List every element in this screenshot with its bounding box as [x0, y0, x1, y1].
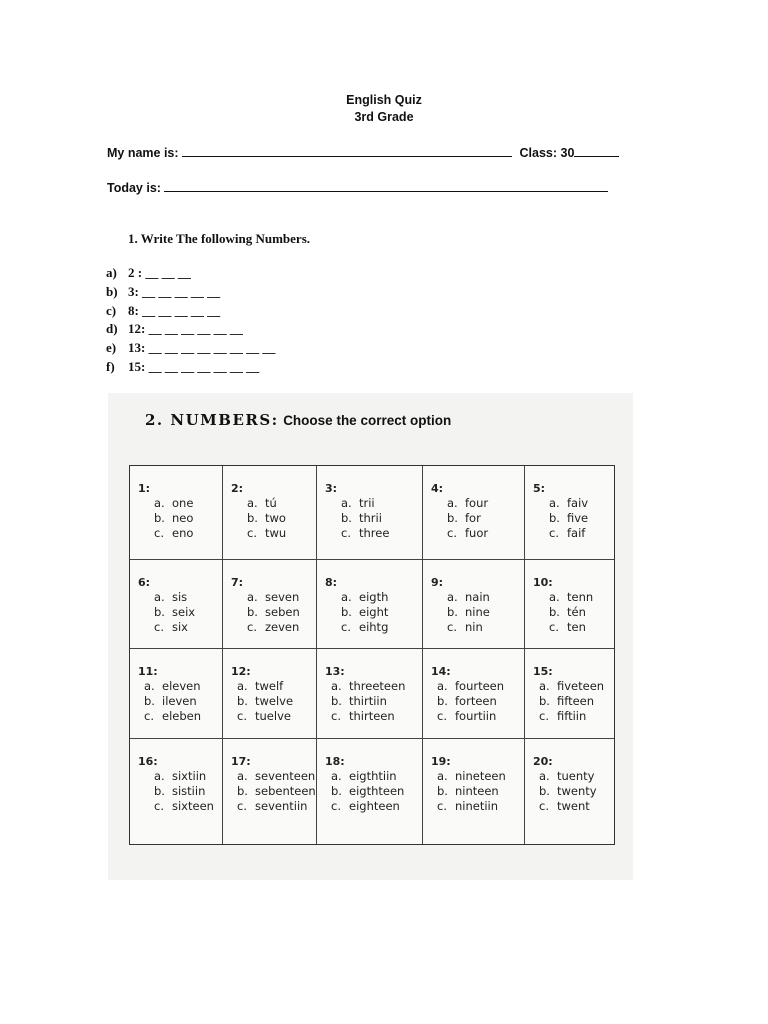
option-text: fourtiin [455, 709, 497, 723]
option-item[interactable] [237, 694, 293, 709]
option-item[interactable] [237, 709, 293, 724]
option-list [549, 496, 588, 541]
option-item[interactable] [437, 709, 504, 724]
option-item[interactable] [539, 769, 597, 784]
section2-heading [145, 411, 451, 430]
option-item[interactable] [237, 679, 293, 694]
option-letter: a. [331, 769, 342, 783]
question-cell [525, 739, 614, 844]
question-number: 13: [325, 665, 345, 678]
question-number: 9: [431, 576, 444, 589]
option-letter: b. [247, 511, 258, 525]
question-number: 1: [138, 482, 151, 495]
option-letter: b. [437, 784, 448, 798]
option-item[interactable] [331, 769, 404, 784]
option-item[interactable] [447, 496, 488, 511]
question-cell [130, 739, 223, 844]
option-item[interactable] [144, 679, 201, 694]
question-number: 19: [431, 755, 451, 768]
class-input-line[interactable] [574, 145, 619, 157]
option-text: two [265, 511, 286, 525]
option-item[interactable] [154, 769, 214, 784]
option-item[interactable] [437, 799, 506, 814]
question-cell [317, 466, 423, 560]
option-item[interactable] [331, 694, 405, 709]
answer-item-letter: b) [106, 283, 118, 299]
option-list [154, 496, 193, 541]
option-item[interactable] [154, 590, 195, 605]
section2-heading-instruction: Choose the correct option [283, 413, 452, 428]
option-letter: c. [549, 526, 559, 540]
answer-item-text: 12: __ __ __ __ __ __ [128, 321, 243, 337]
option-text: thirtiin [349, 694, 387, 708]
question-number: 6: [138, 576, 151, 589]
option-letter: b. [539, 784, 550, 798]
option-text: eihtg [359, 620, 389, 634]
question-number: 5: [533, 482, 546, 495]
option-text: seven [265, 590, 300, 604]
option-letter: b. [237, 694, 248, 708]
option-list [154, 590, 195, 635]
option-letter: c. [331, 709, 341, 723]
answer-item[interactable] [106, 358, 275, 377]
question-number: 10: [533, 576, 553, 589]
option-text: eight [359, 605, 389, 619]
option-letter: b. [447, 605, 458, 619]
option-item[interactable] [447, 511, 488, 526]
option-letter: a. [447, 496, 458, 510]
option-text: nain [465, 590, 490, 604]
option-item[interactable] [154, 620, 195, 635]
option-letter: a. [549, 590, 560, 604]
option-list [144, 679, 201, 724]
option-text: faiv [567, 496, 589, 510]
option-item[interactable] [447, 605, 490, 620]
option-item[interactable] [447, 590, 490, 605]
option-text: twu [265, 526, 287, 540]
option-letter: a. [447, 590, 458, 604]
option-item[interactable] [549, 526, 588, 541]
question-number: 7: [231, 576, 244, 589]
option-item[interactable] [341, 496, 389, 511]
question-number: 2: [231, 482, 244, 495]
option-text: six [172, 620, 188, 634]
option-letter: c. [154, 526, 164, 540]
option-letter: a. [341, 496, 352, 510]
option-item[interactable] [549, 605, 593, 620]
option-letter: c. [247, 620, 257, 634]
option-item[interactable] [247, 590, 300, 605]
option-letter: c. [341, 620, 351, 634]
question-cell [423, 560, 525, 649]
option-list [247, 590, 300, 635]
answer-item[interactable] [106, 283, 275, 302]
question-number: 11: [138, 665, 158, 678]
option-item[interactable] [154, 526, 193, 541]
option-text: tenn [567, 590, 594, 604]
option-text: twent [557, 799, 590, 813]
option-text: thirteen [349, 709, 395, 723]
option-text: faif [567, 526, 586, 540]
option-list [331, 769, 404, 814]
option-text: seventeen [255, 769, 316, 783]
option-list [341, 590, 388, 635]
option-text: eleben [162, 709, 202, 723]
option-item[interactable] [247, 511, 286, 526]
option-list [341, 496, 389, 541]
answer-item-text: 3: __ __ __ __ __ [128, 283, 221, 299]
option-letter: b. [341, 511, 352, 525]
option-text: eigthteen [349, 784, 405, 798]
option-text: ninetiin [455, 799, 499, 813]
option-text: eleven [162, 679, 201, 693]
option-letter: c. [549, 620, 559, 634]
option-text: neo [172, 511, 194, 525]
option-item[interactable] [154, 511, 193, 526]
option-text: fiftiin [557, 709, 587, 723]
date-input-line[interactable] [164, 180, 608, 192]
option-text: thrii [359, 511, 382, 525]
option-letter: b. [549, 511, 560, 525]
answer-item-letter: d) [106, 321, 118, 337]
question-number: 12: [231, 665, 251, 678]
question-number: 18: [325, 755, 345, 768]
question-cell [525, 649, 614, 739]
option-item[interactable] [237, 784, 316, 799]
answer-item-text: 13: __ __ __ __ __ __ __ __ [128, 340, 276, 356]
option-letter: c. [437, 709, 447, 723]
option-item[interactable] [247, 496, 286, 511]
grade-label: 3rd Grade [354, 110, 414, 124]
question-cell [223, 739, 317, 844]
option-letter: c. [237, 799, 247, 813]
option-item[interactable] [437, 679, 504, 694]
option-letter: c. [247, 526, 257, 540]
answer-item-letter: a) [106, 265, 117, 280]
option-item[interactable] [341, 620, 388, 635]
option-text: threeteen [349, 679, 406, 693]
option-letter: c. [331, 799, 341, 813]
question-number: 4: [431, 482, 444, 495]
option-item[interactable] [539, 694, 604, 709]
option-text: seventiin [255, 799, 308, 813]
option-text: twelve [255, 694, 294, 708]
option-letter: b. [549, 605, 560, 619]
option-text: tú [265, 496, 277, 510]
question-cell [130, 466, 223, 560]
question-number: 17: [231, 755, 251, 768]
option-text: sixtiin [172, 769, 207, 783]
option-letter: b. [247, 605, 258, 619]
option-letter: c. [539, 709, 549, 723]
option-list [539, 769, 597, 814]
option-text: trii [359, 496, 375, 510]
question-number: 15: [533, 665, 553, 678]
option-letter: a. [237, 679, 248, 693]
option-item[interactable] [341, 590, 388, 605]
option-text: twelf [255, 679, 284, 693]
question-number: 14: [431, 665, 451, 678]
option-item[interactable] [331, 784, 404, 799]
question-cell [525, 560, 614, 649]
option-letter: a. [247, 590, 258, 604]
option-item[interactable] [437, 769, 506, 784]
option-item[interactable] [539, 679, 604, 694]
name-input-line[interactable] [182, 145, 512, 157]
option-item[interactable] [154, 784, 214, 799]
option-list [247, 496, 286, 541]
answer-item-text: 2 : __ __ __ [128, 265, 191, 280]
option-letter: b. [539, 694, 550, 708]
option-letter: b. [154, 511, 165, 525]
option-text: ninteen [455, 784, 499, 798]
answer-item[interactable] [106, 302, 275, 321]
option-item[interactable] [539, 784, 597, 799]
option-item[interactable] [549, 620, 593, 635]
option-text: fourteen [455, 679, 505, 693]
option-text: nine [465, 605, 490, 619]
section2-heading-title: 2. NUMBERS: [145, 411, 279, 429]
options-grid [129, 465, 615, 845]
option-letter: c. [447, 526, 457, 540]
option-letter: b. [331, 694, 342, 708]
option-text: ten [567, 620, 586, 634]
option-text: twenty [557, 784, 597, 798]
quiz-title: English Quiz [346, 93, 422, 107]
option-text: eigth [359, 590, 389, 604]
option-letter: a. [437, 679, 448, 693]
option-item[interactable] [331, 799, 404, 814]
option-letter: a. [539, 769, 550, 783]
option-text: eighteen [349, 799, 400, 813]
option-letter: a. [247, 496, 258, 510]
question-cell [423, 739, 525, 844]
question-cell [317, 649, 423, 739]
question-cell [223, 649, 317, 739]
option-text: four [465, 496, 489, 510]
option-item[interactable] [247, 620, 300, 635]
name-row [107, 145, 619, 160]
question-cell [423, 649, 525, 739]
option-text: tén [567, 605, 586, 619]
option-text: sistiin [172, 784, 206, 798]
question-cell [423, 466, 525, 560]
option-item[interactable] [447, 620, 490, 635]
option-list [539, 679, 604, 724]
option-text: tuelve [255, 709, 291, 723]
question-number: 3: [325, 482, 338, 495]
option-list [237, 679, 293, 724]
option-item[interactable] [154, 496, 193, 511]
option-item[interactable] [539, 709, 604, 724]
option-text: fifteen [557, 694, 595, 708]
option-item[interactable] [247, 605, 300, 620]
answer-item-letter: e) [106, 340, 117, 356]
option-list [437, 769, 506, 814]
question-number: 20: [533, 755, 553, 768]
section1-title: 1. Write The following Numbers. [128, 231, 311, 246]
option-letter: b. [144, 694, 155, 708]
question-cell [130, 560, 223, 649]
option-item[interactable] [144, 709, 201, 724]
option-text: ileven [162, 694, 197, 708]
option-letter: b. [331, 784, 342, 798]
question-cell [317, 560, 423, 649]
option-letter: a. [144, 679, 155, 693]
option-letter: a. [549, 496, 560, 510]
option-item[interactable] [549, 496, 588, 511]
option-list [331, 679, 405, 724]
option-letter: c. [539, 799, 549, 813]
option-item[interactable] [341, 605, 388, 620]
option-item[interactable] [237, 799, 316, 814]
question-cell [223, 560, 317, 649]
option-letter: a. [154, 590, 165, 604]
question-number: 8: [325, 576, 338, 589]
date-row [107, 180, 608, 195]
option-item[interactable] [331, 709, 405, 724]
option-letter: b. [341, 605, 352, 619]
option-text: one [172, 496, 194, 510]
option-letter: c. [144, 709, 154, 723]
option-list [447, 496, 488, 541]
option-text: sebenteen [255, 784, 316, 798]
option-item[interactable] [247, 526, 286, 541]
answer-item[interactable] [106, 264, 275, 283]
option-letter: b. [447, 511, 458, 525]
option-text: tuenty [557, 769, 595, 783]
option-item[interactable] [154, 605, 195, 620]
option-list [549, 590, 593, 635]
option-item[interactable] [237, 769, 316, 784]
option-letter: b. [154, 784, 165, 798]
option-letter: a. [331, 679, 342, 693]
answer-item-letter: f) [106, 358, 115, 374]
option-letter: a. [341, 590, 352, 604]
option-item[interactable] [447, 526, 488, 541]
name-label: My name is: [107, 146, 179, 160]
option-item[interactable] [144, 694, 201, 709]
class-label: Class: 30 [519, 146, 575, 160]
option-text: for [465, 511, 481, 525]
option-text: nin [465, 620, 483, 634]
question-number: 16: [138, 755, 158, 768]
option-text: sixteen [172, 799, 214, 813]
option-letter: b. [237, 784, 248, 798]
question-cell [223, 466, 317, 560]
option-item[interactable] [549, 590, 593, 605]
option-item[interactable] [331, 679, 405, 694]
option-list [447, 590, 490, 635]
option-letter: c. [341, 526, 351, 540]
option-text: three [359, 526, 390, 540]
option-letter: c. [447, 620, 457, 634]
question-cell [130, 649, 223, 739]
option-letter: c. [237, 709, 247, 723]
option-item[interactable] [539, 799, 597, 814]
option-text: seix [172, 605, 196, 619]
option-text: eno [172, 526, 194, 540]
answer-item-text: 8: __ __ __ __ __ [128, 302, 221, 318]
answer-item[interactable] [106, 320, 275, 339]
option-text: five [567, 511, 589, 525]
question-cell [525, 466, 614, 560]
option-letter: c. [154, 620, 164, 634]
option-letter: b. [154, 605, 165, 619]
option-item[interactable] [341, 511, 389, 526]
option-letter: a. [154, 496, 165, 510]
option-text: forteen [455, 694, 497, 708]
option-letter: a. [154, 769, 165, 783]
section1-answer-list [106, 264, 275, 377]
question-cell [317, 739, 423, 844]
option-text: fuor [465, 526, 489, 540]
option-text: zeven [265, 620, 300, 634]
option-text: sis [172, 590, 188, 604]
date-label: Today is: [107, 181, 161, 195]
option-letter: a. [237, 769, 248, 783]
option-letter: a. [539, 679, 550, 693]
option-item[interactable] [549, 511, 588, 526]
option-item[interactable] [437, 694, 504, 709]
answer-item-text: 15: __ __ __ __ __ __ __ [128, 358, 260, 374]
option-item[interactable] [154, 799, 214, 814]
option-letter: a. [437, 769, 448, 783]
option-item[interactable] [437, 784, 506, 799]
option-text: seben [265, 605, 300, 619]
answer-item-letter: c) [106, 302, 117, 318]
option-letter: c. [437, 799, 447, 813]
option-letter: b. [437, 694, 448, 708]
option-list [437, 679, 504, 724]
option-list [154, 769, 214, 814]
option-letter: c. [154, 799, 164, 813]
option-text: eigthtiin [349, 769, 397, 783]
option-list [237, 769, 316, 814]
option-item[interactable] [341, 526, 389, 541]
option-text: fiveteen [557, 679, 605, 693]
answer-item[interactable] [106, 339, 275, 358]
option-text: nineteen [455, 769, 506, 783]
